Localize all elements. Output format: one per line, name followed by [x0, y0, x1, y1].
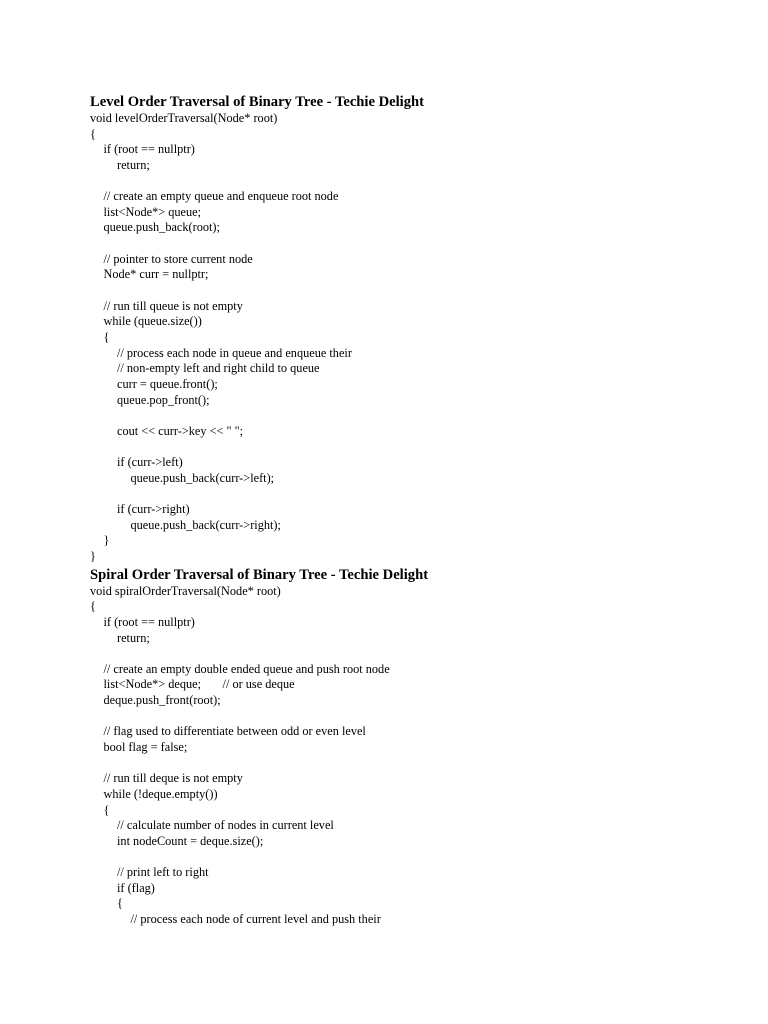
code-line	[90, 174, 730, 190]
code-line: // run till deque is not empty	[103, 771, 243, 786]
code-line: {	[103, 329, 110, 344]
code-line: // pointer to store current node	[103, 251, 253, 266]
code-line	[90, 849, 730, 865]
code-line	[90, 486, 730, 502]
code-line: {	[117, 896, 123, 911]
code-line: cout << curr->key << " ";	[117, 423, 244, 438]
code-line: return;	[117, 157, 150, 172]
code-line: return;	[117, 630, 150, 645]
code-line: // process each node in queue and enqueue their	[117, 345, 352, 360]
code-line: Node* curr = nullptr;	[103, 267, 209, 282]
code-line: // print left to right	[117, 865, 209, 880]
document-page	[90, 92, 730, 928]
code-line: {	[90, 126, 96, 141]
code-line: void levelOrderTraversal(Node* root)	[90, 111, 278, 125]
code-line: queue.push_back(curr->right);	[130, 517, 281, 532]
code-line: void spiralOrderTraversal(Node* root)	[90, 583, 281, 598]
code-line: // create an empty double ended queue and push root node	[103, 661, 390, 676]
code-line: deque.push_front(root);	[103, 693, 221, 708]
code-line	[90, 646, 730, 662]
code-line: bool flag = false;	[103, 739, 188, 754]
code-line: // flag used to differentiate between odd or even level	[103, 724, 366, 739]
code-line: {	[103, 802, 110, 817]
code-line	[90, 236, 730, 252]
code-line: {	[90, 599, 96, 614]
code-line: while (queue.size())	[103, 314, 202, 329]
code-line: queue.push_back(root);	[103, 220, 220, 235]
section-title: Level Order Traversal of Binary Tree - Techie Delight	[90, 94, 424, 110]
code-line: queue.push_back(curr->left);	[130, 470, 275, 485]
code-line: // non-empty left and right child to queue	[117, 361, 320, 376]
code-line: // run till queue is not empty	[103, 298, 243, 313]
code-line: int nodeCount = deque.size();	[117, 833, 264, 848]
code-line	[90, 709, 730, 725]
code-line: queue.pop_front();	[117, 392, 210, 407]
code-line: }	[90, 548, 96, 563]
code-line: curr = queue.front();	[117, 376, 218, 391]
code-line: if (root == nullptr)	[103, 614, 195, 629]
code-line	[90, 283, 730, 299]
code-line	[90, 439, 730, 455]
code-line: // calculate number of nodes in current level	[117, 818, 334, 833]
section-title: Spiral Order Traversal of Binary Tree - Techie Delight	[90, 566, 429, 583]
code-line: list<Node*> queue;	[103, 204, 202, 219]
code-line: // process each node of current level and push their	[130, 912, 381, 927]
code-line: if (flag)	[117, 880, 155, 895]
code-line	[90, 408, 730, 424]
code-line: if (curr->right)	[117, 502, 190, 517]
code-line: }	[103, 533, 110, 548]
code-line: while (!deque.empty())	[103, 786, 218, 801]
code-line	[90, 756, 730, 772]
code-line: if (root == nullptr)	[103, 142, 195, 157]
code-line: if (curr->left)	[117, 455, 183, 470]
code-line: list<Node*> deque; // or use deque	[103, 677, 295, 692]
code-line: // create an empty queue and enqueue root node	[103, 189, 339, 204]
